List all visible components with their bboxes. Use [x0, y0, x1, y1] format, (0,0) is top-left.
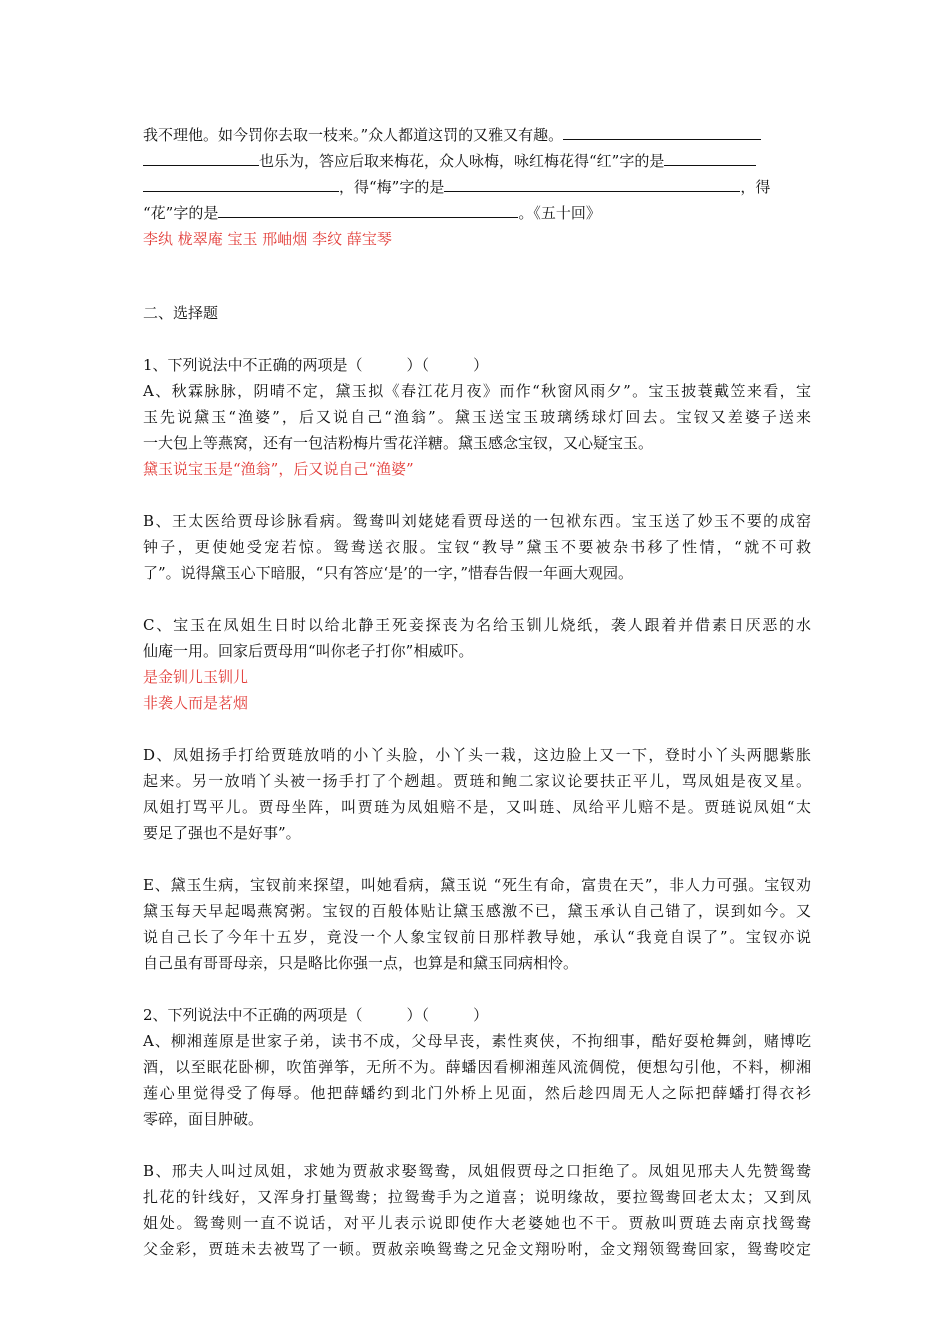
q1-option-d: D、凤姐扬手打给贾琏放哨的小丫头脸，小丫头一栽，这边脸上又一下，登时小丫头两腮紫胀 起来。另一放哨丫头被一扬手打了个趔趄。贾琏和鲍二家议论要扶正平儿，骂凤姐是夜叉星。 凤姐打骂平儿。贾母坐阵，叫贾琏为凤姐赔不是，又叫琏、凤给平儿赔不是。贾琏说凤姐“太 要足了强也不是好事”。: [143, 746, 811, 842]
q1-option-b: B、王太医给贾母诊脉看病。鸳鸯叫刘姥姥看贾母送的一包袱东西。宝玉送了妙玉不要的成窑 钟子，更使她受宠若惊。鸳鸯送衣服。宝钗“教导”黛玉不要被杂书移了性情，“就不可救 了”。说得黛玉心下暗服，“只有答应‘是’的一字，”惜春告假一年画大观园。: [143, 512, 811, 582]
q2-option-a: A、柳湘莲原是世家子弟，读书不成，父母早丧，素性爽侠，不拘细事，酷好耍枪舞剑，赌博吃 酒，以至眠花卧柳，吹笛弹筝，无所不为。薛蟠因看柳湘莲风流倜傥，便想勾引他，不料，柳湘 莲心里觉得受了侮辱。他把薛蟠约到北门外桥上见面，然后趁四周无人之际把薛蟠打得衣衫 零碎，面目肿破。: [143, 1032, 811, 1128]
fill-in-text: “花”字的是: [143, 204, 219, 222]
fill-in-text: ，得: [740, 178, 771, 196]
fill-in-text: ，得“梅”字的是: [339, 178, 445, 196]
answer-blank[interactable]: [143, 175, 339, 192]
answer-blank[interactable]: [218, 201, 518, 218]
q1-option-e: E、黛玉生病，宝钗前来探望，叫她看病，黛玉说 “死生有命，富贵在天”，非人力可强。宝钗劝 黛玉每天早起喝燕窝粥。宝钗的百般体贴让黛玉感激不已，黛玉承认自己错了，误到如今。又 说自己长了今年十五岁，竟没一个人象宝钗前日那样教导她，承认“我竟自误了”。宝钗亦说 自己虽有哥哥母亲，只是略比你强一点，也算是和黛玉同病相怜。: [143, 876, 811, 972]
question-2-stem: 2、下列说法中不正确的两项是（ ）（ ）: [143, 1006, 489, 1024]
answer-blank[interactable]: [143, 149, 259, 166]
section-heading: 二、选择题: [143, 304, 219, 322]
answer-blank[interactable]: [664, 149, 756, 166]
fill-in-text: 我不理他。如今罚你去取一枝来。”众人都道这罚的又雅又有趣。: [143, 126, 564, 144]
q1-option-c-note-1: 是金钏儿玉钏儿: [143, 668, 249, 686]
fill-in-line-2: [143, 148, 811, 174]
fill-in-line-1: [143, 122, 811, 148]
q1-option-c-note-2: 非袭人而是茗烟: [143, 694, 249, 712]
q2-option-b: B、邢夫人叫过凤姐，求她为贾赦求娶鸳鸯，凤姐假贾母之口拒绝了。凤姐见邢夫人先赞鸳鸯 扎花的针线好，又浑身打量鸳鸯；拉鸳鸯手为之道喜；说明缘故，要拉鸳鸯回老太太；又到凤 姐处。鸳鸯则一直不说话，对平儿表示说即使作大老婆她也不干。贾赦叫贾琏去南京找鸳鸯 父金彩，贾琏未去被骂了一顿。贾赦亲唤鸳鸯之兄金文翔吩咐，金文翔领鸳鸯回家，鸳鸯咬定: [143, 1162, 811, 1258]
answer-blank[interactable]: [563, 123, 761, 140]
q1-option-a: A、秋霖脉脉，阴晴不定，黛玉拟《春江花月夜》而作“秋窗风雨夕”。宝玉披蓑戴笠来看，宝 玉先说黛玉“渔婆”，后又说自己“渔翁”。黛玉送宝玉玻璃绣球灯回去。宝钗又差婆子送来 一大包上等燕窝，还有一包洁粉梅片雪花洋糖。黛玉感念宝钗，又心疑宝玉。: [143, 382, 811, 452]
document-page: [143, 122, 811, 1262]
answer-blank[interactable]: [444, 175, 740, 192]
fill-in-line-3: [143, 174, 811, 200]
question-1-stem: 1、下列说法中不正确的两项是（ ）（ ）: [143, 356, 489, 374]
fill-in-text: 。《五十回》: [518, 204, 601, 222]
fill-in-answer: 李纨 栊翠庵 宝玉 邢岫烟 李纹 薛宝琴: [143, 230, 392, 248]
fill-in-text: 也乐为，答应后取来梅花，众人咏梅，咏红梅花得“红”字的是: [259, 152, 665, 170]
q1-option-c: C、宝玉在凤姐生日时以给北静王死妾探丧为名给玉钏儿烧纸，袭人跟着并借素日厌恶的水 仙庵一用。回家后贾母用“叫你老子打你”相威吓。: [143, 616, 811, 660]
fill-in-line-4: [143, 200, 811, 226]
q1-option-a-note: 黛玉说宝玉是“渔翁”，后又说自己“渔婆”: [143, 460, 414, 478]
